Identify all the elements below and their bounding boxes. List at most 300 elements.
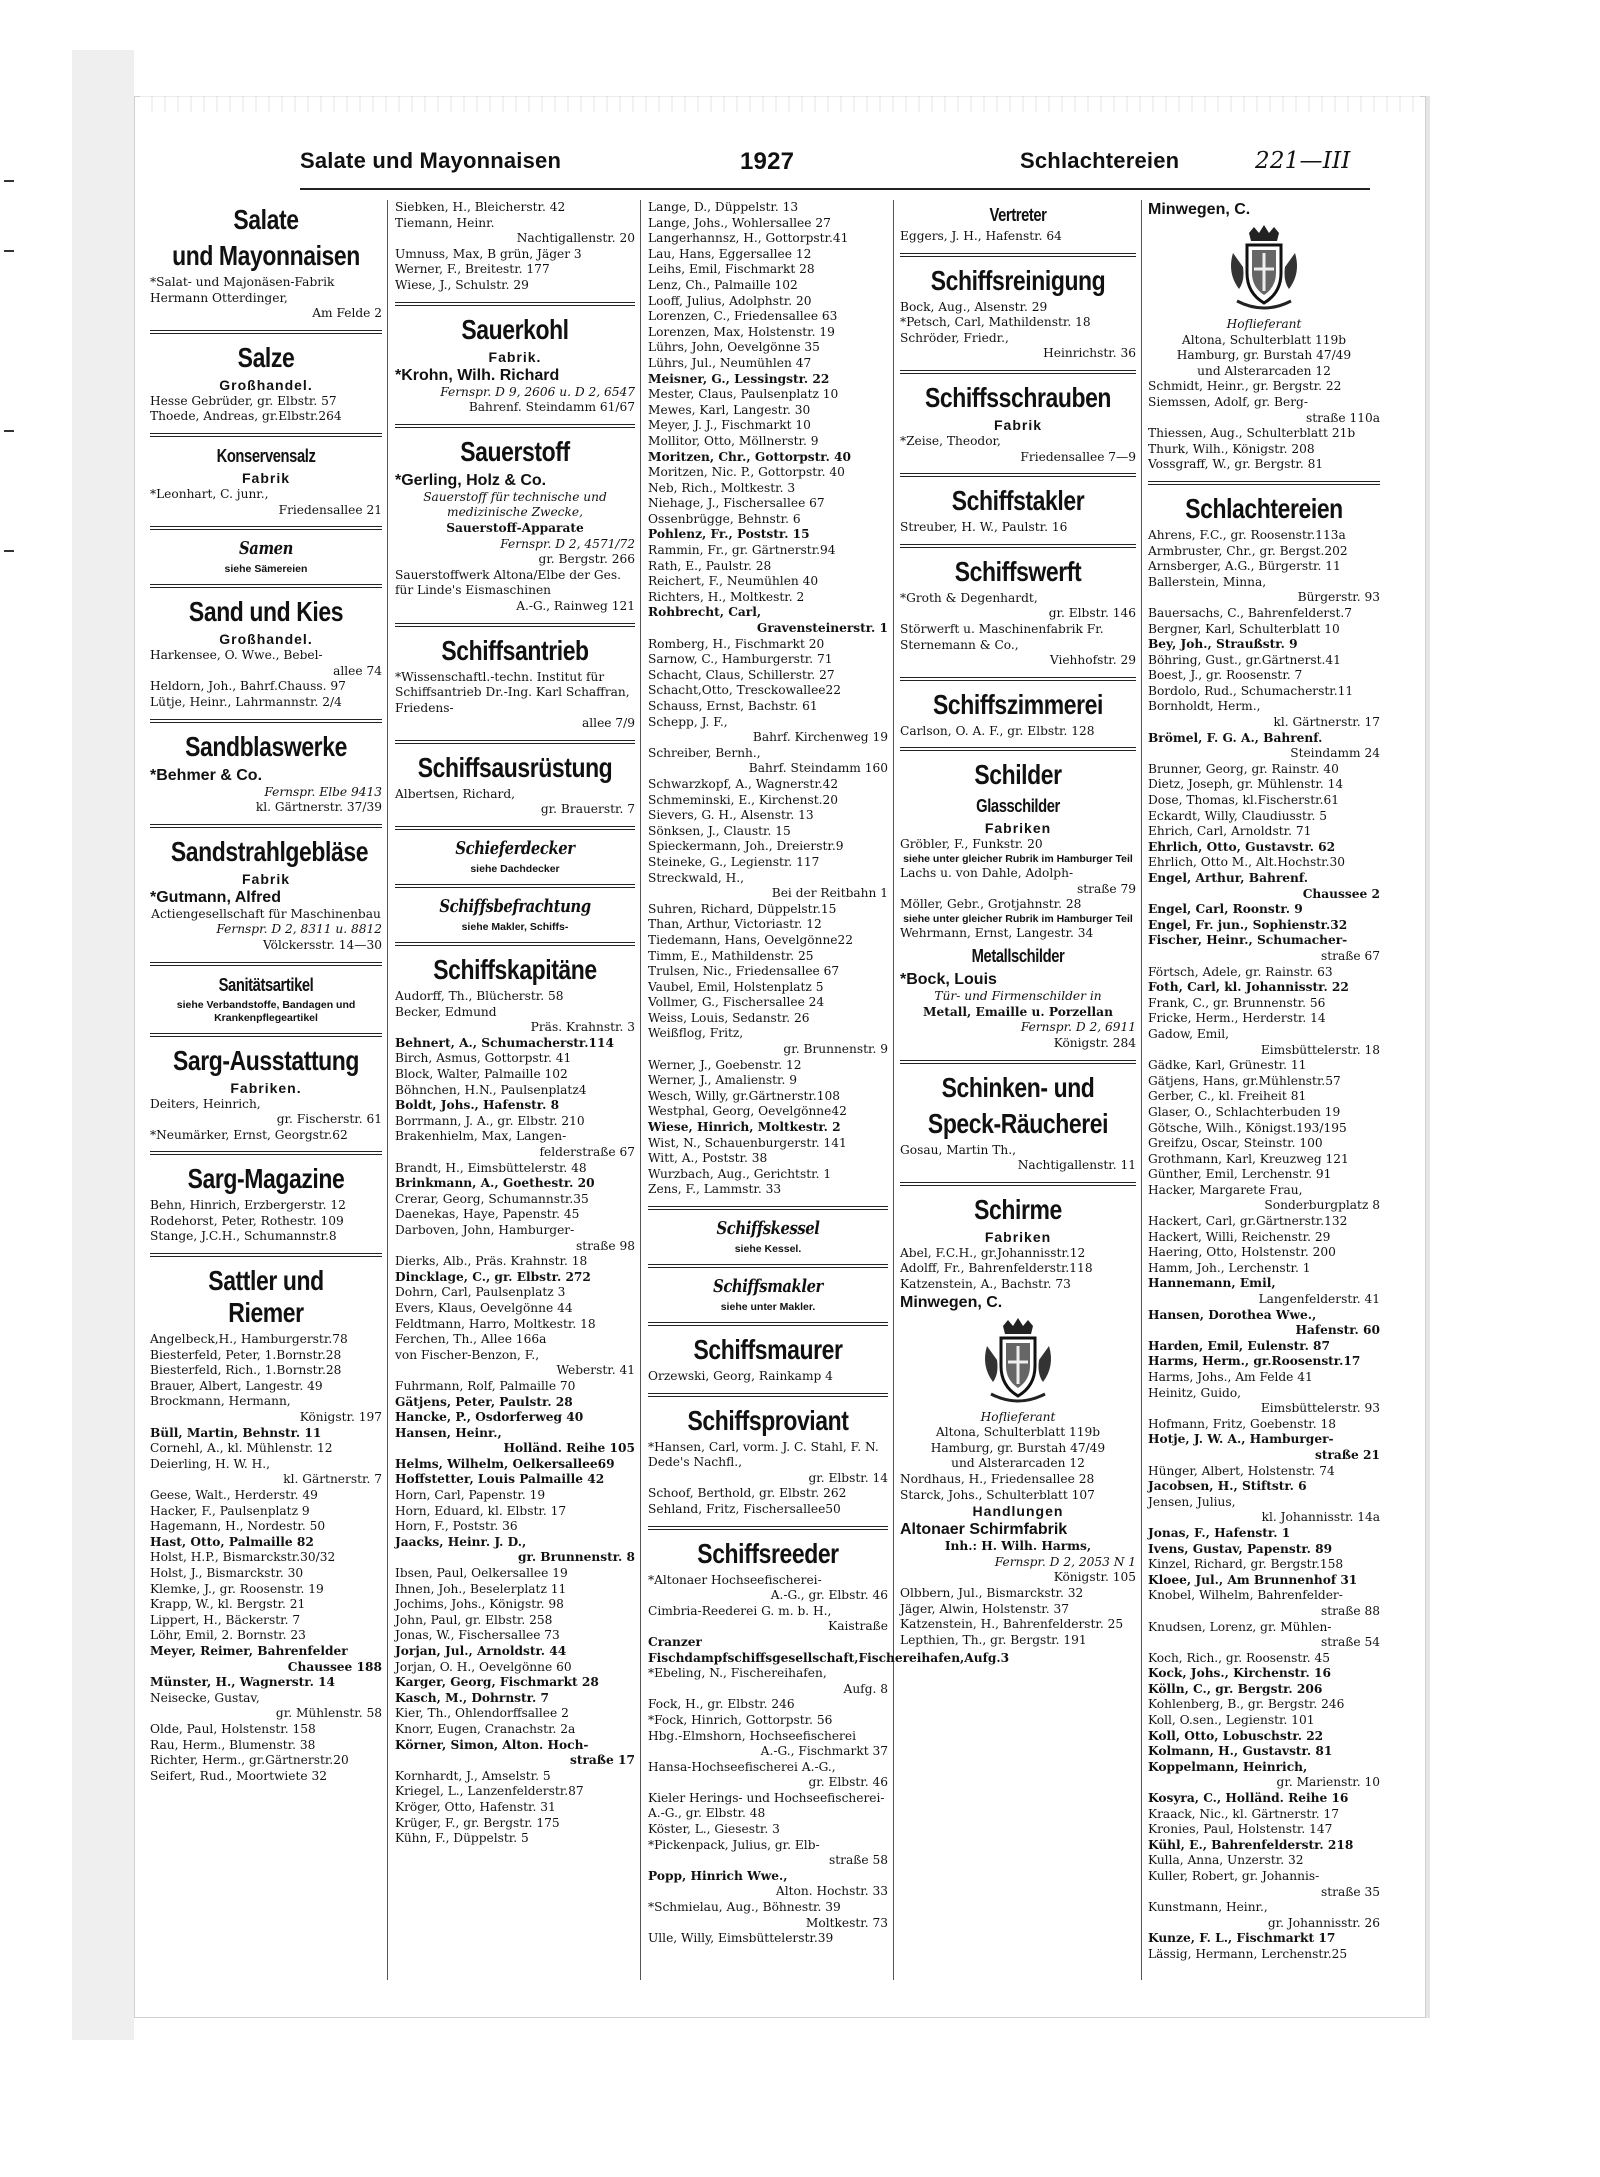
listing-entry-bold: Kunze, F. L., Fischmarkt 17 bbox=[1148, 1931, 1336, 1946]
listing-entry: Greifzu, Oscar, Steinstr. 100 bbox=[1148, 1136, 1323, 1151]
listing-entry: Brandt, H., Eimsbüttelerstr. 48 bbox=[395, 1160, 587, 1175]
section-heading: Sauerkohl bbox=[461, 313, 569, 345]
listing-entry: Moritzen, Nic. P., Gottorpstr. 40 bbox=[648, 465, 845, 480]
listing-entry: *Ebeling, N., Fischereihafen, bbox=[648, 1666, 827, 1681]
listing-entry: Thoede, Andreas, gr.Elbstr.264 bbox=[150, 409, 342, 424]
section-divider bbox=[150, 1151, 382, 1155]
listing-entry: Wehrmann, Ernst, Langestr. 34 bbox=[900, 925, 1094, 940]
listing-entry: Mewes, Karl, Langestr. 30 bbox=[648, 402, 811, 417]
listing-entry: Block, Walter, Palmaille 102 bbox=[395, 1067, 568, 1082]
section-divider bbox=[648, 1322, 888, 1326]
listing-entry-bold: Brömel, F. G. A., Bahrenf. bbox=[1148, 730, 1323, 745]
listing-entry: Knobel, Wilhelm, Bahrenfelder- bbox=[1148, 1588, 1343, 1603]
listing-entry: Bauersachs, C., Bahrenfelderst.7 bbox=[1148, 605, 1353, 620]
listing-entry: Sauerstoffwerk Altona/Elbe der Ges. für Linde's Eismaschinen bbox=[395, 567, 625, 598]
listing-entry: Jorjan, O. H., Oevelgönne 60 bbox=[395, 1659, 572, 1674]
listing-entry-continuation: Viehhofstr. 29 bbox=[1049, 653, 1136, 668]
section-divider bbox=[648, 1526, 888, 1530]
listing-entry: Haering, Otto, Holstenstr. 200 bbox=[1148, 1245, 1336, 1260]
listing-entry-bold: Kloee, Jul., Am Brunnenhof 31 bbox=[1148, 1572, 1358, 1587]
listing-entry-continuation: Moltkestr. 73 bbox=[805, 1915, 888, 1930]
section-divider bbox=[150, 1033, 382, 1037]
listing-entry: Dierks, Alb., Präs. Krahnstr. 18 bbox=[395, 1254, 588, 1269]
listing-entry: Jäger, Alwin, Holstenstr. 37 bbox=[900, 1601, 1069, 1616]
listing-entry-bold: Harms, Herm., gr.Roosenstr.17 bbox=[1148, 1354, 1361, 1369]
listing-entry-continuation: Königstr. 105 bbox=[1053, 1570, 1136, 1585]
listing-entry: Leihs, Emil, Fischmarkt 28 bbox=[648, 262, 815, 277]
listing-entry-continuation: Eimsbüttelerstr. 18 bbox=[1260, 1042, 1380, 1057]
section-divider bbox=[1148, 481, 1380, 485]
listing-detail: Hoflieferant bbox=[1226, 317, 1302, 331]
listing-entry-bold: Hansen, Heinr., bbox=[395, 1425, 502, 1440]
featured-listing: Minwegen, C. bbox=[1148, 201, 1251, 218]
listing-entry: Lange, Johs., Wohlersallee 27 bbox=[648, 215, 831, 230]
listing-entry-continuation: kl. Johannisstr. 14a bbox=[1261, 1510, 1380, 1525]
section-heading: Schinken- und bbox=[941, 1071, 1095, 1103]
listing-entry: Rammin, Fr., gr. Gärtnerstr.94 bbox=[648, 543, 836, 558]
facing-page-edge bbox=[0, 50, 75, 2040]
listing-entry: Eckardt, Willy, Claudiusstr. 5 bbox=[1148, 808, 1327, 823]
listing-entry-continuation: Nachtigallenstr. 11 bbox=[1017, 1158, 1136, 1173]
listing-entry-continuation: gr. Brauerstr. 7 bbox=[540, 802, 635, 817]
column-rule bbox=[640, 200, 641, 1980]
listing-entry-continuation: Langenfelderstr. 41 bbox=[1258, 1292, 1380, 1307]
listing-entry: *Fock, Hinrich, Gottorpstr. 56 bbox=[648, 1712, 833, 1727]
listing-entry-continuation: Nachtigallenstr. 20 bbox=[516, 231, 635, 246]
subsection-heading: Vertreter bbox=[989, 205, 1047, 225]
listing-entry-bold: Kosyra, C., Holländ. Reihe 16 bbox=[1148, 1791, 1349, 1806]
listing-entry-bold: Hoffstetter, Louis Palmaille 42 bbox=[395, 1472, 605, 1487]
listing-entry: Knudsen, Lorenz, gr. Mühlen- bbox=[1148, 1619, 1332, 1634]
section-divider bbox=[648, 1393, 888, 1397]
listing-entry-bold: Gätjens, Peter, Paulstr. 28 bbox=[395, 1394, 573, 1409]
listing-entry-bold: Körner, Simon, Alton. Hoch- bbox=[395, 1737, 589, 1752]
listing-entry-bold: Kasch, M., Dohrnstr. 7 bbox=[395, 1690, 549, 1705]
section-subheading: Fabriken. bbox=[230, 1079, 302, 1096]
listing-detail: Hamburg, gr. Burstah 47/49 bbox=[1176, 348, 1352, 363]
listing-entry: *Schmielau, Aug., Böhnestr. 39 bbox=[648, 1900, 841, 1915]
listing-entry: Katzenstein, H., Bahrenfelderstr. 25 bbox=[900, 1617, 1124, 1632]
listing-entry: Vollmer, G., Fischersallee 24 bbox=[648, 995, 825, 1010]
section-subheading: Fabrik bbox=[241, 469, 290, 486]
listing-entry: Brockmann, Hermann, bbox=[150, 1394, 291, 1409]
listing-entry-continuation: gr. Elbstr. 146 bbox=[1048, 606, 1136, 621]
listing-entry: Förtsch, Adele, gr. Rainstr. 63 bbox=[1148, 964, 1333, 979]
cross-reference-note: siehe unter gleicher Rubrik im Hamburger Teil bbox=[903, 912, 1133, 925]
cross-ref-heading: Schiffsbefrachtung bbox=[439, 896, 591, 918]
listing-entry: Krapp, W., kl. Bergstr. 21 bbox=[150, 1597, 306, 1612]
listing-entry-bold: Meyer, Reimer, Bahrenfelder bbox=[150, 1643, 348, 1658]
listing-entry: Schepp, J. F., bbox=[648, 714, 728, 729]
listing-entry: Ehrlich, Otto M., Alt.Hochstr.30 bbox=[1148, 855, 1346, 870]
listing-entry: Than, Arthur, Victoriastr. 12 bbox=[648, 917, 822, 932]
section-heading: Schiffszimmerei bbox=[933, 688, 1103, 720]
listing-entry: Holst, H.P., Bismarckstr.30/32 bbox=[150, 1550, 336, 1565]
listing-entry: Holst, J., Bismarckstr. 30 bbox=[150, 1565, 304, 1580]
section-divider bbox=[395, 884, 635, 888]
listing-entry: Streuber, H. W., Paulstr. 16 bbox=[900, 520, 1068, 535]
listing-entry: Weißflog, Fritz, bbox=[648, 1026, 744, 1041]
subsection-heading: Sanitätsartikel bbox=[218, 974, 314, 995]
featured-listing: *Krohn, Wilh. Richard bbox=[395, 366, 560, 384]
section-heading: und Mayonnaisen bbox=[172, 240, 360, 271]
listing-entry: Kinzel, Richard, gr. Bergstr.158 bbox=[1148, 1557, 1344, 1572]
listing-entry: Hbg.-Elmshorn, Hochseefischerei bbox=[648, 1728, 856, 1743]
listing-detail: Hamburg, gr. Burstah 47/49 bbox=[930, 1440, 1106, 1455]
cross-reference-note: siehe Sämereien bbox=[224, 563, 308, 576]
listing-entry: John, Paul, gr. Elbstr. 258 bbox=[395, 1612, 553, 1627]
section-heading: Schiffsantrieb bbox=[441, 634, 589, 666]
listing-entry-continuation: Weberstr. 41 bbox=[556, 1363, 635, 1378]
listing-entry-continuation: straße 54 bbox=[1321, 1635, 1380, 1650]
listing-entry-bold: Ivens, Gustav, Papenstr. 89 bbox=[1148, 1541, 1333, 1556]
listing-entry: Hamm, Joh., Lerchenstr. 1 bbox=[1148, 1260, 1311, 1275]
listing-entry: Lührs, John, Oevelgönne 35 bbox=[648, 340, 820, 355]
section-divider bbox=[395, 826, 635, 830]
listing-entry-continuation: straße 58 bbox=[829, 1853, 888, 1868]
section-heading: Sandblaswerke bbox=[185, 730, 347, 762]
listing-entry: Kuller, Robert, gr. Johannis- bbox=[1148, 1869, 1320, 1883]
listing-entry-bold: Hancke, P., Osdorferweg 40 bbox=[395, 1410, 584, 1425]
listing-entry: Feldtmann, Harro, Moltkestr. 18 bbox=[395, 1316, 596, 1331]
listing-entry: Böhnchen, H.N., Paulsenplatz4 bbox=[395, 1082, 587, 1097]
listing-entry: Schreiber, Bernh., bbox=[648, 745, 761, 760]
listing-entry-bold: Moritzen, Chr., Gottorpstr. 40 bbox=[648, 449, 852, 464]
section-subheading: Fabriken bbox=[984, 1228, 1052, 1245]
listing-entry-bold: Kühl, E., Bahrenfelderstr. 218 bbox=[1148, 1837, 1354, 1852]
listing-entry: Wist, N., Schauenburgerstr. 141 bbox=[648, 1135, 847, 1150]
listing-entry: Brauer, Albert, Langestr. 49 bbox=[150, 1378, 323, 1393]
section-subheading: Fabrik bbox=[993, 416, 1042, 433]
subsection-heading: Glasschilder bbox=[976, 796, 1060, 817]
listing-entry: Schmeminski, E., Kirchenst.20 bbox=[648, 792, 839, 807]
listing-entry: Sehland, Fritz, Fischersallee50 bbox=[648, 1501, 841, 1516]
listing-entry: Looff, Julius, Adolphstr. 20 bbox=[648, 293, 812, 308]
listing-entry: Audorff, Th., Blücherstr. 58 bbox=[395, 989, 564, 1004]
section-heading: Sandstrahlgebläse bbox=[170, 835, 369, 867]
listing-entry-continuation: Am Felde 2 bbox=[312, 306, 382, 321]
section-heading: Schilder bbox=[974, 759, 1062, 791]
listing-entry: Brakenhielm, Max, Langen- bbox=[395, 1129, 567, 1144]
listing-entry: Cimbria-Reederei G. m. b. H., bbox=[648, 1603, 832, 1618]
listing-entry: Dietz, Joseph, gr. Mühlenstr. 14 bbox=[1148, 777, 1344, 792]
listing-entry-continuation: Holländ. Reihe 105 bbox=[503, 1441, 635, 1456]
listing-entry: Lepthien, Th., gr. Bergstr. 191 bbox=[900, 1632, 1087, 1647]
listing-entry: Cornehl, A., kl. Mühlenstr. 12 bbox=[150, 1441, 333, 1456]
listing-entry: Horn, Carl, Papenstr. 19 bbox=[395, 1488, 546, 1503]
listing-entry: *Leonhart, C. junr., bbox=[150, 486, 269, 501]
cross-reference-note: siehe unter gleicher Rubrik im Hamburger Teil bbox=[903, 852, 1133, 865]
subsection-heading: Metallschilder bbox=[971, 946, 1065, 967]
listing-entry-bold: Hotje, J. W. A., Hamburger- bbox=[1148, 1432, 1334, 1447]
listing-entry: Klemke, J., gr. Roosenstr. 19 bbox=[150, 1581, 324, 1596]
listing-entry: Sarnow, C., Hamburgerstr. 71 bbox=[648, 652, 833, 667]
listing-entry: Jonas, W., Fischersallee 73 bbox=[395, 1628, 560, 1643]
listing-entry-continuation: straße 88 bbox=[1321, 1603, 1380, 1618]
listing-entry-continuation: gr. Elbstr. 46 bbox=[808, 1775, 888, 1790]
listing-entry: Hackert, Willi, Reichenstr. 29 bbox=[1148, 1229, 1331, 1244]
listing-entry: Lässig, Hermann, Lerchenstr.25 bbox=[1148, 1946, 1348, 1961]
listing-entry: Lenz, Ch., Palmaille 102 bbox=[648, 277, 798, 292]
listing-entry: Deiters, Heinrich, bbox=[150, 1096, 261, 1111]
listing-entry: Kieler Herings- und Hochseefischerei-A.-G., gr. Elbstr. 48 bbox=[648, 1790, 885, 1821]
listing-entry: *Wissenschaftl.-techn. Institut für Schiffsantrieb Dr.-Ing. Karl Schaffran, Friedens- bbox=[395, 669, 634, 715]
listing-entry-continuation: straße 110a bbox=[1306, 410, 1380, 425]
listing-entry: Ihnen, Joh., Beselerplatz 11 bbox=[395, 1581, 567, 1596]
section-subheading: Fabriken bbox=[984, 820, 1052, 837]
listing-entry: *Salat- und Majonäsen-Fabrik Hermann Otterdinger, bbox=[150, 275, 339, 305]
listing-entry: *Pickenpack, Julius, gr. Elb- bbox=[648, 1837, 820, 1852]
featured-listing: *Gerling, Holz & Co. bbox=[395, 471, 547, 489]
listing-entry-bold: Hansen, Dorothea Wwe., bbox=[1148, 1307, 1317, 1322]
listing-entry: Kröger, Otto, Hafenstr. 31 bbox=[395, 1799, 556, 1814]
phone-number: Fernspr. D 2, 8311 u. 8812 bbox=[216, 922, 382, 937]
listing-entry: Wesch, Willy, gr.Gärtnerstr.108 bbox=[648, 1088, 840, 1103]
section-heading: Schiffswerft bbox=[954, 555, 1082, 587]
listing-entry: *Groth & Degenhardt, bbox=[900, 590, 1038, 605]
section-heading: Sand und Kies bbox=[188, 596, 344, 628]
listing-entry: Carlson, O. A. F., gr. Elbstr. 128 bbox=[900, 723, 1095, 738]
listing-detail: Sauerstoff-Apparate bbox=[446, 520, 584, 535]
section-divider bbox=[395, 424, 635, 428]
listing-entry-bold: Brinkmann, A., Goethestr. 20 bbox=[395, 1176, 595, 1191]
listing-entry-continuation: straße 67 bbox=[1321, 948, 1380, 963]
listing-entry-bold: Büll, Martin, Behnstr. 11 bbox=[150, 1425, 322, 1440]
listing-entry: Wurzbach, Aug., Gerichtstr. 1 bbox=[648, 1166, 832, 1181]
section-divider bbox=[900, 253, 1136, 257]
listing-entry-bold: Jacobsen, H., Stiftstr. 6 bbox=[1148, 1479, 1307, 1494]
listing-entry: Werner, J., Amalienstr. 9 bbox=[648, 1073, 798, 1088]
listing-entry-continuation: Königstr. 284 bbox=[1053, 1036, 1136, 1051]
listing-entry: Fricke, Herm., Herderstr. 14 bbox=[1148, 1011, 1326, 1026]
listing-entry: Kier, Th., Ohlendorffsallee 2 bbox=[395, 1706, 569, 1721]
listing-entry: Lange, D., Düppelstr. 13 bbox=[648, 200, 799, 214]
listing-entry: Heinitz, Guido, bbox=[1148, 1385, 1242, 1400]
listing-entry: Orzewski, Georg, Rainkamp 4 bbox=[648, 1369, 833, 1383]
listing-entry: Günther, Emil, Lerchenstr. 91 bbox=[1148, 1167, 1332, 1182]
listing-detail: Hoflieferant bbox=[980, 1409, 1056, 1424]
listing-entry: Biesterfeld, Rich., 1.Bornstr.28 bbox=[150, 1363, 342, 1378]
listing-entry-continuation: Alton. Hochstr. 33 bbox=[775, 1884, 888, 1899]
listing-detail: Metall, Emaille u. Porzellan bbox=[923, 1004, 1113, 1019]
listing-entry: Brunner, Georg, gr. Rainstr. 40 bbox=[1148, 761, 1339, 776]
listing-entry: Ibsen, Paul, Oelkersallee 19 bbox=[395, 1566, 568, 1581]
section-heading: Schiffsreinigung bbox=[930, 264, 1106, 296]
listing-entry: Umnuss, Max, B grün, Jäger 3 bbox=[395, 246, 582, 261]
listing-entry-continuation: kl. Gärtnerstr. 17 bbox=[1273, 715, 1380, 730]
listing-entry-continuation: allee 74 bbox=[333, 663, 382, 678]
listing-entry: Werner, F., Breitestr. 177 bbox=[395, 262, 550, 277]
listing-entry: Boest, J., gr. Roosenstr. 7 bbox=[1148, 668, 1303, 683]
cross-reference-note: siehe Dachdecker bbox=[470, 863, 560, 876]
listing-entry: Möller, Gebr., Grotjahnstr. 28 bbox=[900, 897, 1082, 912]
listing-detail: und Alsterarcaden 12 bbox=[1197, 363, 1331, 378]
listing-entry: Nordhaus, H., Friedensallee 28 bbox=[900, 1472, 1095, 1486]
listing-detail: Tür- und Firmenschilder in bbox=[934, 989, 1102, 1004]
listing-entry-continuation: A.-G., Fischmarkt 37 bbox=[760, 1744, 888, 1759]
section-divider bbox=[900, 370, 1136, 374]
listing-entry: Deierling, H. W. H., bbox=[150, 1456, 271, 1471]
section-heading: Schirme bbox=[974, 1193, 1062, 1225]
cross-ref-heading: Schieferdecker bbox=[455, 838, 575, 860]
listing-entry-bold: Jorjan, Jul., Arnoldstr. 44 bbox=[395, 1644, 567, 1658]
running-head-left: Salate und Mayonnaisen bbox=[300, 148, 562, 173]
listing-detail: Altona, Schulterblatt 119b bbox=[1181, 332, 1347, 347]
listing-entry: Schwarzkopf, A., Wagnerstr.42 bbox=[648, 776, 839, 791]
page-top-noise bbox=[140, 96, 1420, 112]
listing-entry: Gosau, Martin Th., bbox=[900, 1142, 1017, 1157]
listing-entry: Arnsberger, A.G., Bürgerstr. 11 bbox=[1148, 559, 1341, 574]
listing-entry: Werner, J., Goebenstr. 12 bbox=[648, 1057, 802, 1072]
listing-entry-bold: Bey, Joh., Straußstr. 9 bbox=[1148, 637, 1298, 652]
section-divider bbox=[395, 302, 635, 306]
listing-entry: Ballerstein, Minna, bbox=[1148, 574, 1267, 589]
listing-entry: Schauss, Ernst, Bachstr. 61 bbox=[648, 699, 818, 713]
listing-entry: Gätjens, Hans, gr.Mühlenstr.57 bbox=[1148, 1073, 1341, 1088]
listing-entry: Behn, Hinrich, Erzbergerstr. 12 bbox=[150, 1198, 346, 1213]
listing-entry-continuation: straße 21 bbox=[1314, 1447, 1380, 1462]
listing-entry: Lorenzen, C., Friedensallee 63 bbox=[648, 309, 838, 324]
listing-entry: Schröder, Friedr., bbox=[900, 330, 1009, 345]
listing-entry-continuation: felderstraße 67 bbox=[539, 1145, 635, 1159]
listing-entry-bold: Engel, Fr. jun., Sophienstr.32 bbox=[1148, 917, 1348, 932]
listing-entry: Götsche, Wilh., Königst.193/195 bbox=[1148, 1120, 1347, 1135]
listing-entry: Starck, Johs., Schulterblatt 107 bbox=[900, 1487, 1095, 1502]
listing-entry: Hünger, Albert, Holstenstr. 74 bbox=[1148, 1463, 1335, 1478]
listing-entry-continuation: Heinrichstr. 36 bbox=[1043, 346, 1136, 361]
listing-entry-continuation: Präs. Krahnstr. 3 bbox=[530, 1020, 635, 1035]
listing-entry-continuation: allee 7/9 bbox=[582, 716, 635, 731]
listing-entry: Böhring, Gust., gr.Gärtnerst.41 bbox=[1148, 652, 1341, 667]
column-rule bbox=[1141, 200, 1142, 1980]
listing-entry: Harms, Johs., Am Felde 41 bbox=[1148, 1370, 1313, 1384]
listing-detail: Actiengesellschaft für Maschinenbau bbox=[151, 906, 381, 921]
section-divider bbox=[150, 526, 382, 530]
section-heading: Sarg-Magazine bbox=[187, 1163, 345, 1195]
section-heading: Sattler und Riemer bbox=[208, 1265, 324, 1329]
listing-entry-bold: Harden, Emil, Eulenstr. 87 bbox=[1148, 1338, 1331, 1353]
listing-entry: Siebken, H., Bleicherstr. 42 bbox=[395, 200, 566, 214]
listing-entry: Sönksen, J., Claustr. 15 bbox=[648, 823, 791, 838]
listing-entry-bold: Kolmann, H., Gustavstr. 81 bbox=[1148, 1744, 1333, 1759]
listing-entry: Grothmann, Karl, Kreuzweg 121 bbox=[1148, 1151, 1349, 1166]
listing-entry: *Neumärker, Ernst, Georgstr.62 bbox=[150, 1127, 348, 1142]
listing-entry: Gerber, C., kl. Freiheit 81 bbox=[1148, 1089, 1307, 1104]
listing-entry: Seifert, Rud., Moortwiete 32 bbox=[150, 1768, 328, 1783]
running-head-right: Schlachtereien bbox=[1020, 148, 1180, 173]
listing-entry-continuation: Bei der Reitbahn 1 bbox=[771, 886, 888, 901]
listing-entry: Frank, C., gr. Brunnenstr. 56 bbox=[1148, 995, 1326, 1010]
listing-entry: Romberg, H., Fischmarkt 20 bbox=[648, 636, 825, 651]
listing-entry: Hackert, Carl, gr.Gärtnerstr.132 bbox=[1148, 1214, 1348, 1229]
listing-entry: Störwerft u. Maschinenfabrik Fr. Sternemann & Co., bbox=[900, 621, 1108, 652]
listing-detail: und Alsterarcaden 12 bbox=[951, 1456, 1085, 1471]
featured-listing: Altonaer Schirmfabrik bbox=[900, 1521, 1068, 1539]
listing-entry: Angelbeck,H., Hamburgerstr.78 bbox=[150, 1332, 348, 1347]
listing-entry-bold: Pohlenz, Fr., Poststr. 15 bbox=[648, 527, 810, 542]
column-2 bbox=[395, 200, 635, 1980]
listing-entry-bold: Popp, Hinrich Wwe., bbox=[648, 1868, 788, 1883]
listing-entry: Koch, Rich., gr. Roosenstr. 45 bbox=[1148, 1650, 1331, 1665]
listing-entry-continuation: Friedensallee 7—9 bbox=[1020, 449, 1136, 464]
listing-entry: *Petsch, Carl, Mathildenstr. 18 bbox=[900, 315, 1091, 330]
listing-entry: Olde, Paul, Holstenstr. 158 bbox=[150, 1721, 316, 1736]
section-divider bbox=[395, 623, 635, 627]
section-subheading: Fabrik bbox=[241, 870, 290, 887]
listing-entry: Darboven, John, Hamburger- bbox=[395, 1222, 575, 1237]
listing-entry: von Fischer-Benzon, F., bbox=[395, 1347, 540, 1362]
listing-entry: Richters, H., Moltkestr. 2 bbox=[648, 589, 805, 604]
listing-entry: Schacht,Otto, Tresckowallee22 bbox=[648, 683, 842, 698]
listing-entry: Ossenbrügge, Behnstr. 6 bbox=[648, 511, 801, 526]
listing-entry-continuation: gr. Johannisstr. 26 bbox=[1267, 1915, 1380, 1930]
listing-entry: Schoof, Berthold, gr. Elbstr. 262 bbox=[648, 1486, 847, 1501]
listing-entry: Kulla, Anna, Unzerstr. 32 bbox=[1148, 1853, 1304, 1868]
listing-entry-continuation: kl. Gärtnerstr. 7 bbox=[283, 1472, 382, 1487]
section-heading: Salate bbox=[233, 204, 299, 235]
listing-entry: Hagemann, H., Nordestr. 50 bbox=[150, 1519, 326, 1534]
listing-entry-continuation: straße 35 bbox=[1321, 1884, 1380, 1899]
listing-entry-continuation: Königstr. 197 bbox=[299, 1410, 382, 1425]
section-heading: Salze bbox=[237, 341, 295, 373]
listing-entry-bold: Ehrlich, Otto, Gustavstr. 62 bbox=[1148, 839, 1336, 854]
listing-entry-bold: Dincklage, C., gr. Elbstr. 272 bbox=[395, 1269, 591, 1284]
listing-entry-continuation: Aufg. 8 bbox=[843, 1681, 888, 1696]
column-rule bbox=[893, 200, 894, 1980]
listing-entry: *Zeise, Theodor, bbox=[900, 433, 1001, 448]
listing-entry: Niehage, J., Fischersallee 67 bbox=[648, 496, 825, 511]
listing-entry: Thiessen, Aug., Schulterblatt 21b bbox=[1148, 426, 1356, 441]
listing-entry: Evers, Klaus, Oevelgönne 44 bbox=[395, 1300, 573, 1315]
listing-entry: Dohrn, Carl, Paulsenplatz 3 bbox=[395, 1285, 566, 1300]
listing-entry: Geese, Walt., Herderstr. 49 bbox=[150, 1488, 318, 1502]
listing-entry: Horn, Eduard, kl. Elbstr. 17 bbox=[395, 1503, 567, 1518]
listing-entry-continuation: straße 98 bbox=[576, 1238, 635, 1253]
listing-entry-continuation: Chaussee 188 bbox=[287, 1659, 382, 1674]
listing-entry-continuation: gr. Brunnenstr. 8 bbox=[518, 1550, 635, 1565]
column-1 bbox=[150, 200, 382, 1980]
listing-entry: Koll, O.sen., Legienstr. 101 bbox=[1148, 1713, 1315, 1728]
listing-entry-continuation: gr. Marienstr. 10 bbox=[1276, 1775, 1380, 1790]
featured-listing: Minwegen, C. bbox=[900, 1293, 1003, 1311]
listing-detail: Altona, Schulterblatt 119b bbox=[935, 1425, 1101, 1440]
listing-entry-bold: Engel, Carl, Roonstr. 9 bbox=[1148, 902, 1303, 917]
listing-entry: Fuhrmann, Rolf, Palmaille 70 bbox=[395, 1378, 576, 1393]
listing-entry: Harkensee, O. Wwe., Bebel- bbox=[150, 648, 323, 663]
listing-entry: Katzenstein, A., Bachstr. 73 bbox=[900, 1277, 1071, 1292]
listing-entry-continuation: Bahrf. Kirchenweg 19 bbox=[752, 730, 888, 745]
column-rule bbox=[387, 200, 388, 1980]
listing-entry: Hacker, F., Paulsenplatz 9 bbox=[150, 1503, 310, 1518]
listing-entry-continuation: gr. Brunnenstr. 9 bbox=[783, 1042, 888, 1057]
listing-entry-continuation: kl. Gärtnerstr. 37/39 bbox=[255, 800, 382, 815]
listing-detail: Sauerstoff für technische und medizinische Zwecke, bbox=[423, 489, 611, 520]
cross-ref-heading: Samen bbox=[239, 538, 293, 560]
listing-entry: Horn, F., Poststr. 36 bbox=[395, 1519, 518, 1534]
listing-entry: Schmidt, Heinr., gr. Bergstr. 22 bbox=[1148, 379, 1342, 394]
listing-entry: Kohlenberg, B., gr. Bergstr. 246 bbox=[1148, 1697, 1345, 1712]
listing-entry: Spieckermann, Joh., Dreierstr.9 bbox=[648, 839, 844, 854]
listing-entry: Mollitor, Otto, Möllnerstr. 9 bbox=[648, 433, 819, 448]
listing-entry: Lachs u. von Dahle, Adolph- bbox=[900, 865, 1074, 880]
phone-number: Fernspr. D 9, 2606 u. D 2, 6547 bbox=[440, 384, 635, 399]
listing-entry: Langerhannsz, H., Gottorpstr.41 bbox=[648, 231, 849, 246]
listing-entry: Lau, Hans, Eggersallee 12 bbox=[648, 246, 812, 261]
listing-entry-bold: Münster, H., Wagnerstr. 14 bbox=[150, 1675, 336, 1690]
listing-entry: Ehrich, Carl, Arnoldstr. 71 bbox=[1148, 824, 1312, 839]
book-gutter bbox=[72, 50, 134, 2040]
listing-entry-continuation: Hafenstr. 60 bbox=[1295, 1323, 1380, 1338]
